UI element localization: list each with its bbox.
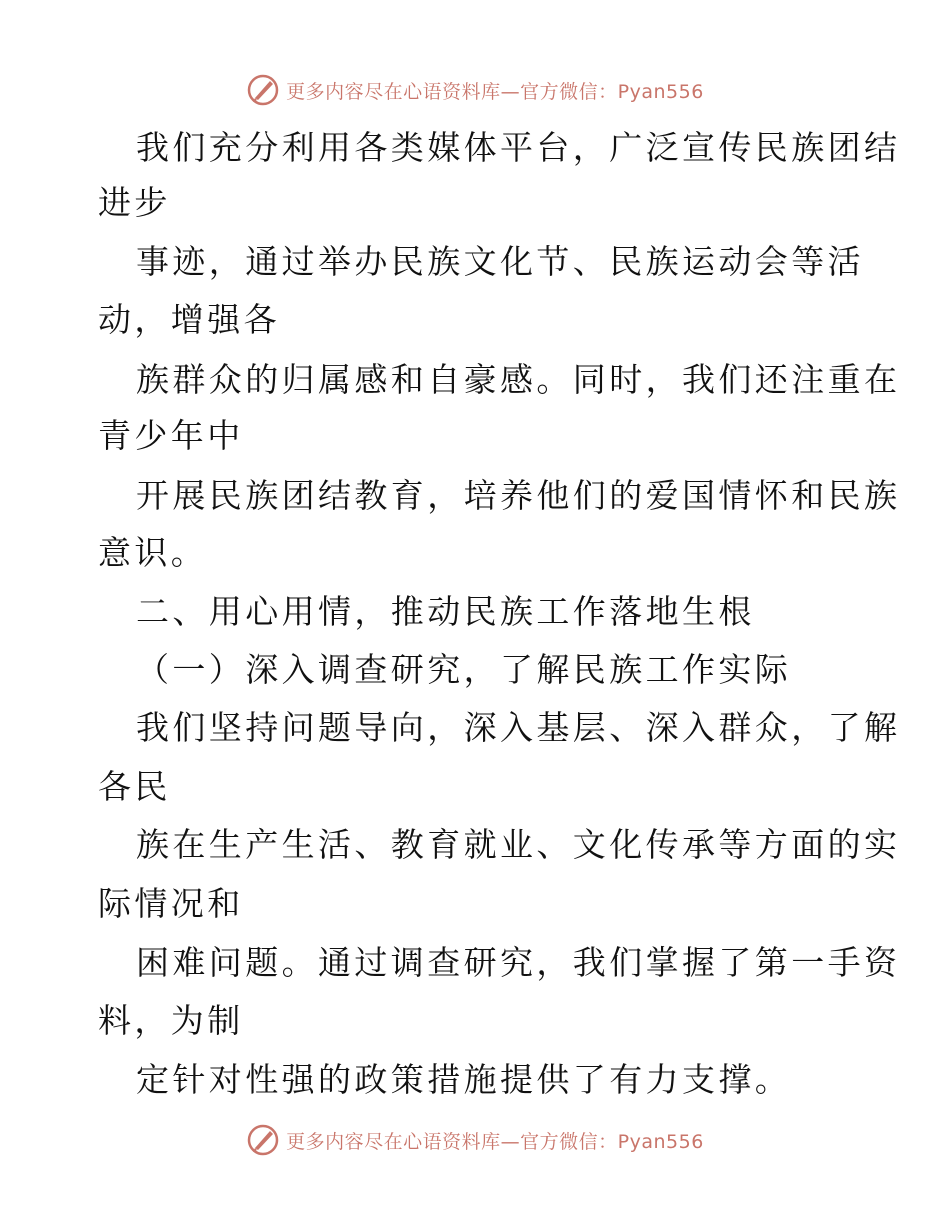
watermark-text: 更多内容尽在心语资料库—官方微信：Pyan556 — [286, 1130, 704, 1153]
quill-logo-icon — [246, 1123, 280, 1157]
text-line: 意识。 — [98, 533, 208, 572]
header-watermark — [0, 70, 950, 110]
section-heading: 二、用心用情，推动民族工作落地生根 — [136, 592, 755, 631]
text-line: 际情况和 — [98, 884, 244, 923]
text-line: 困难问题。通过调查研究，我们掌握了第一手资 — [136, 943, 901, 982]
text-line: 事迹，通过举办民族文化节、民族运动会等活 — [136, 242, 864, 281]
text-line: 青少年中 — [98, 416, 244, 455]
text-line: 料，为制 — [98, 1001, 244, 1040]
text-line: 我们坚持问题导向，深入基层、深入群众，了解 — [136, 708, 901, 747]
text-line: 族群众的归属感和自豪感。同时，我们还注重在 — [136, 360, 901, 399]
text-line: 定针对性强的政策措施提供了有力支撑。 — [136, 1060, 792, 1099]
text-line: 各民 — [98, 767, 171, 806]
text-line: 动，增强各 — [98, 300, 280, 339]
subsection-heading: （一）深入调查研究，了解民族工作实际 — [136, 650, 792, 689]
text-line: 开展民族团结教育，培养他们的爱国情怀和民族 — [136, 476, 901, 515]
text-line: 进步 — [98, 183, 171, 222]
quill-logo-icon — [246, 73, 280, 107]
footer-watermark — [0, 1120, 950, 1160]
watermark-text: 更多内容尽在心语资料库—官方微信：Pyan556 — [286, 80, 704, 103]
text-line: 我们充分利用各类媒体平台，广泛宣传民族团结 — [136, 128, 901, 167]
text-line: 族在生产生活、教育就业、文化传承等方面的实 — [136, 825, 901, 864]
